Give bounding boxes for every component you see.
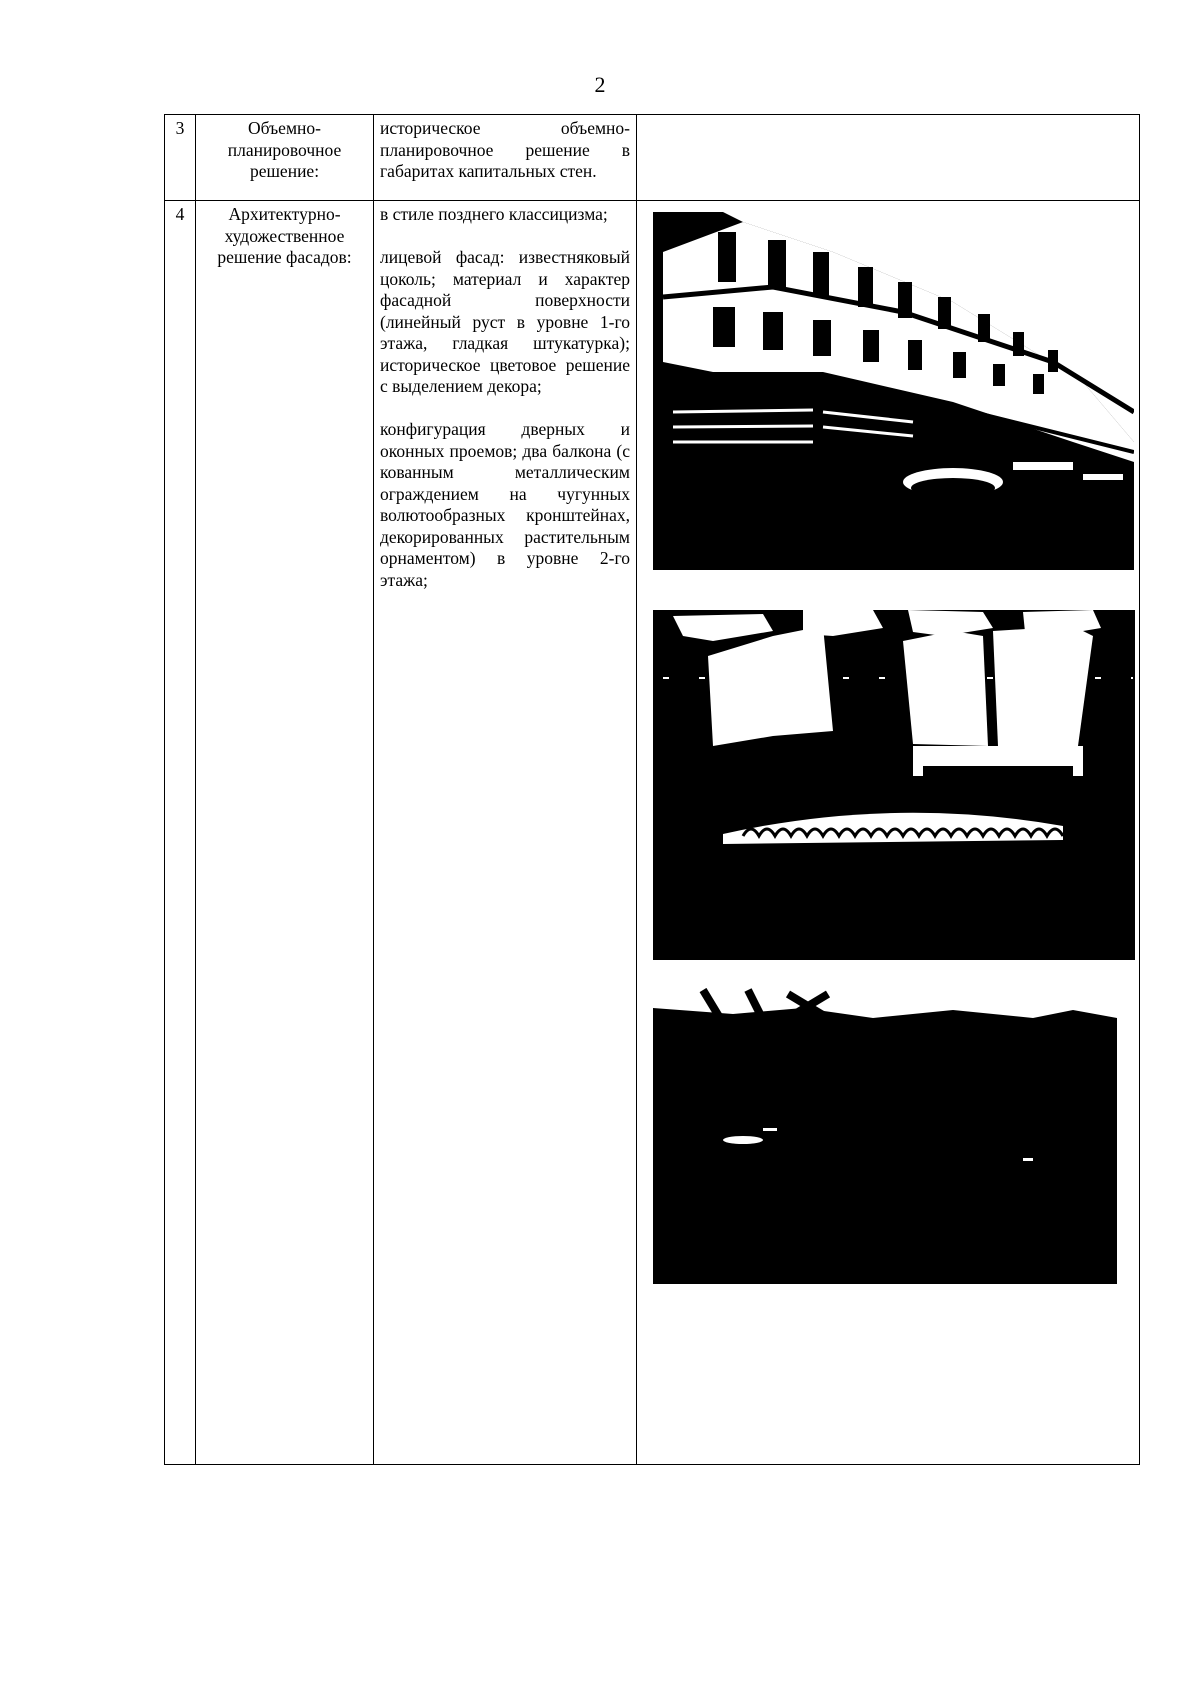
photo-column <box>637 201 1140 1465</box>
row-title <box>196 201 374 1465</box>
row-title-line: Архитектурно- <box>228 204 341 224</box>
document-table <box>164 114 1140 1465</box>
row-title-line: решение фасадов: <box>217 247 352 267</box>
row-number: 3 <box>165 115 196 201</box>
row-title <box>196 115 374 201</box>
row-title-line: Объемно- <box>248 118 321 138</box>
description-paragraph: конфигурация дверных и оконных проемов; два балкона (с кованным металлическим ограждением на чугунных волютообразных кронштейнах, декорированных растительным орнаментом) в уровне 2-го этажа; <box>380 419 630 590</box>
photo-cell-empty <box>637 115 1140 201</box>
row-title-line: решение: <box>249 161 320 181</box>
row-title-line: художественное <box>224 225 345 246</box>
description-paragraph: лицевой фасад: известняковый цоколь; материал и характер фасадной поверхности (линейный руст в уровне 1-го этажа, гладкая штукатурка); историческое цветовое решение с выделением декора; <box>380 247 630 396</box>
row-title-line: планировочное <box>227 139 342 160</box>
street-facade-photo <box>653 212 1134 570</box>
row-description <box>374 115 637 201</box>
table-row <box>165 201 1140 1465</box>
description-paragraph: историческое объемно-планировочное решение в габаритах капитальных стен. <box>380 118 630 181</box>
balcony-detail-photo <box>653 596 1135 960</box>
row-number: 4 <box>165 201 196 1465</box>
row-description <box>374 201 637 1465</box>
bracket-detail-photo <box>653 988 1117 1284</box>
description-paragraph: в стиле позднего классицизма; <box>380 204 608 224</box>
page-number: 2 <box>594 72 606 97</box>
table-row <box>165 115 1140 201</box>
